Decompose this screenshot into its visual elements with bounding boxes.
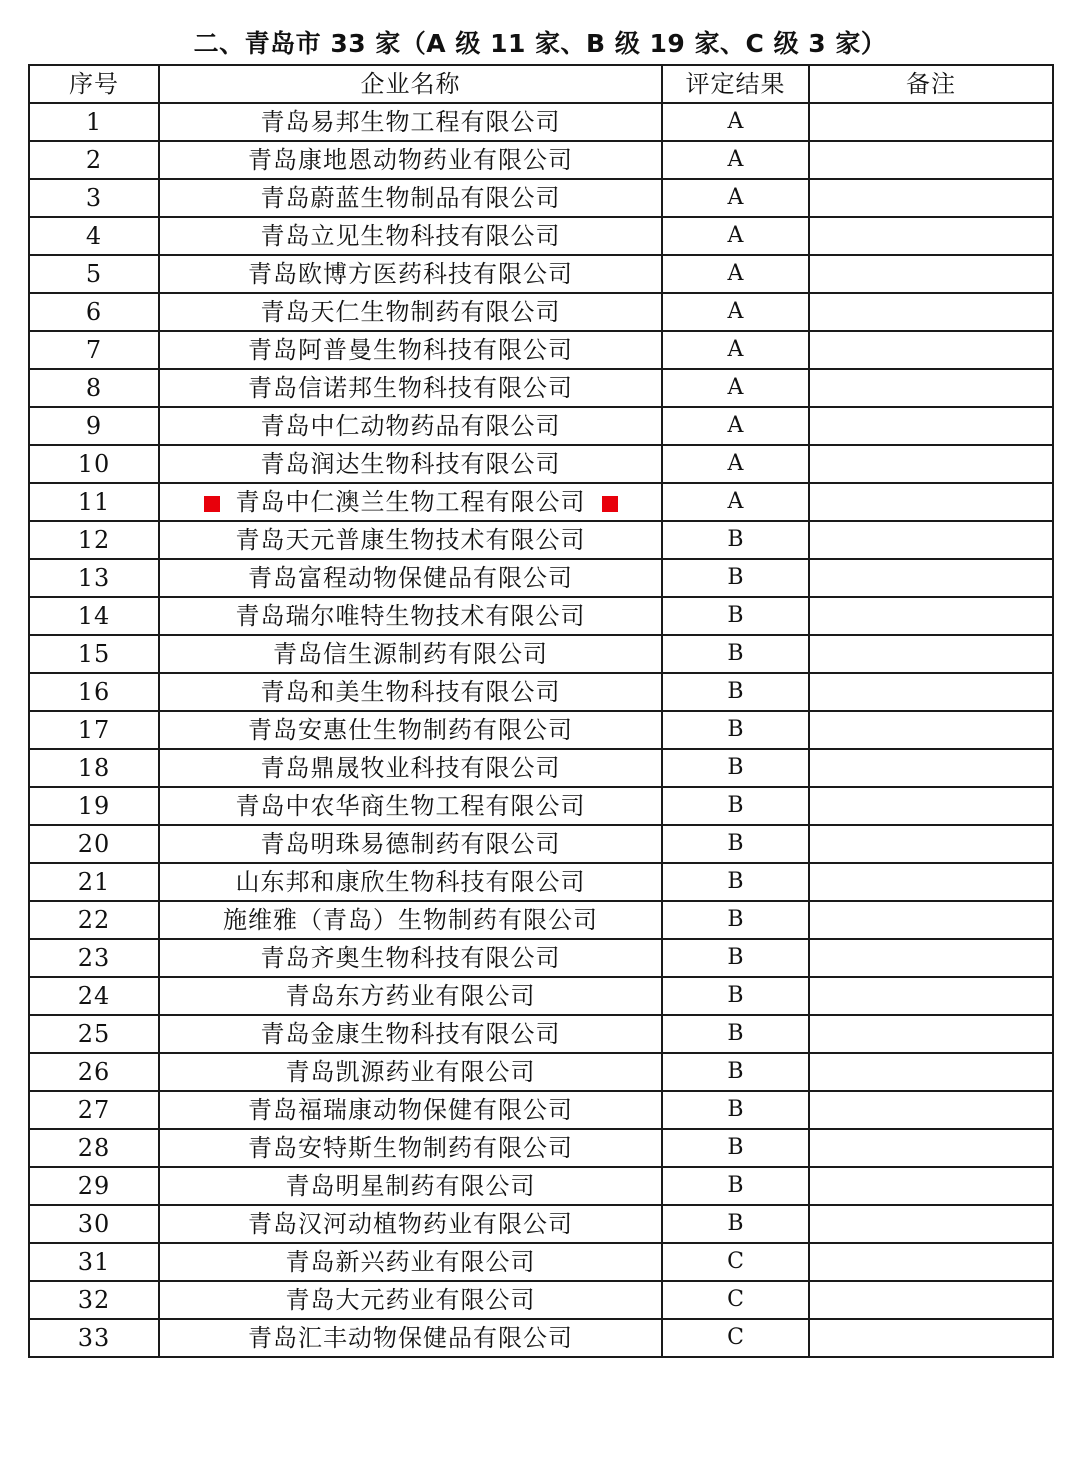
- row-enterprise-name: 青岛汇丰动物保健品有限公司: [248, 1324, 573, 1352]
- table-header-row: [29, 65, 1053, 103]
- table-row: [29, 901, 1053, 939]
- row-index: 12: [29, 521, 159, 559]
- header-result: 评定结果: [662, 65, 809, 103]
- row-index: 13: [29, 559, 159, 597]
- row-enterprise-name-cell: [159, 1167, 662, 1205]
- row-note: [809, 711, 1053, 749]
- table-row: [29, 293, 1053, 331]
- row-enterprise-name: 青岛信诺邦生物科技有限公司: [248, 374, 573, 402]
- row-rating-result: B: [662, 901, 809, 939]
- table-row: [29, 749, 1053, 787]
- row-index: 25: [29, 1015, 159, 1053]
- row-rating-result: B: [662, 597, 809, 635]
- row-rating-result: C: [662, 1319, 809, 1357]
- row-note: [809, 825, 1053, 863]
- row-note: [809, 939, 1053, 977]
- row-rating-result: B: [662, 1167, 809, 1205]
- row-rating-result: B: [662, 1015, 809, 1053]
- row-index: 14: [29, 597, 159, 635]
- red-square-marker-icon: [602, 496, 618, 512]
- row-index: 32: [29, 1281, 159, 1319]
- row-note: [809, 103, 1053, 141]
- row-index: 28: [29, 1129, 159, 1167]
- table-row: [29, 1243, 1053, 1281]
- row-rating-result: B: [662, 787, 809, 825]
- row-note: [809, 331, 1053, 369]
- row-index: 31: [29, 1243, 159, 1281]
- row-enterprise-name-cell: [159, 939, 662, 977]
- row-index: 24: [29, 977, 159, 1015]
- row-index: 3: [29, 179, 159, 217]
- row-enterprise-name-cell: [159, 1319, 662, 1357]
- row-note: [809, 1205, 1053, 1243]
- row-note: [809, 597, 1053, 635]
- row-enterprise-name-cell: [159, 141, 662, 179]
- row-enterprise-name: 青岛汉河动植物药业有限公司: [248, 1210, 573, 1238]
- header-note: 备注: [809, 65, 1053, 103]
- row-rating-result: B: [662, 673, 809, 711]
- table-row: [29, 1015, 1053, 1053]
- row-index: 1: [29, 103, 159, 141]
- row-index: 33: [29, 1319, 159, 1357]
- table-row: [29, 369, 1053, 407]
- row-note: [809, 977, 1053, 1015]
- row-enterprise-name-cell: [159, 331, 662, 369]
- page-title: 二、青岛市 33 家（A 级 11 家、B 级 19 家、C 级 3 家）: [193, 29, 887, 58]
- row-note: [809, 1319, 1053, 1357]
- table-row: [29, 1091, 1053, 1129]
- row-note: [809, 369, 1053, 407]
- row-note: [809, 1091, 1053, 1129]
- table-row: [29, 445, 1053, 483]
- table-row: [29, 711, 1053, 749]
- row-note: [809, 1015, 1053, 1053]
- row-index: 10: [29, 445, 159, 483]
- row-enterprise-name: 青岛齐奥生物科技有限公司: [260, 944, 561, 972]
- row-enterprise-name: 青岛立见生物科技有限公司: [260, 222, 561, 250]
- row-note: [809, 1243, 1053, 1281]
- row-enterprise-name-cell: [159, 445, 662, 483]
- row-note: [809, 217, 1053, 255]
- row-rating-result: B: [662, 825, 809, 863]
- row-index: 19: [29, 787, 159, 825]
- row-rating-result: A: [662, 217, 809, 255]
- row-note: [809, 407, 1053, 445]
- row-rating-result: A: [662, 369, 809, 407]
- row-note: [809, 293, 1053, 331]
- row-enterprise-name: 青岛明星制药有限公司: [285, 1172, 536, 1200]
- row-note: [809, 673, 1053, 711]
- table-row: [29, 331, 1053, 369]
- row-enterprise-name-cell: [159, 1243, 662, 1281]
- table-row: [29, 597, 1053, 635]
- row-enterprise-name: 施维雅（青岛）生物制药有限公司: [223, 906, 598, 934]
- row-note: [809, 863, 1053, 901]
- row-enterprise-name-cell: [159, 255, 662, 293]
- row-index: 29: [29, 1167, 159, 1205]
- row-rating-result: B: [662, 749, 809, 787]
- row-note: [809, 787, 1053, 825]
- table-row: [29, 1319, 1053, 1357]
- row-note: [809, 483, 1053, 521]
- row-enterprise-name: 青岛欧博方医药科技有限公司: [248, 260, 573, 288]
- row-enterprise-name-cell: [159, 103, 662, 141]
- row-enterprise-name: 青岛康地恩动物药业有限公司: [248, 146, 573, 174]
- table-row: [29, 1281, 1053, 1319]
- row-enterprise-name: 青岛润达生物科技有限公司: [260, 450, 561, 478]
- row-enterprise-name: 青岛和美生物科技有限公司: [260, 678, 561, 706]
- row-note: [809, 1129, 1053, 1167]
- table-row: [29, 863, 1053, 901]
- row-enterprise-name: 青岛福瑞康动物保健有限公司: [248, 1096, 573, 1124]
- row-note: [809, 559, 1053, 597]
- row-enterprise-name: 青岛安特斯生物制药有限公司: [248, 1134, 573, 1162]
- row-enterprise-name: 青岛中仁动物药品有限公司: [260, 412, 561, 440]
- row-rating-result: B: [662, 1091, 809, 1129]
- enterprise-rating-table: [28, 64, 1054, 1358]
- row-enterprise-name-cell: [159, 483, 662, 521]
- row-enterprise-name: 青岛凯源药业有限公司: [285, 1058, 536, 1086]
- row-enterprise-name: 青岛东方药业有限公司: [285, 982, 536, 1010]
- row-note: [809, 1167, 1053, 1205]
- row-rating-result: A: [662, 293, 809, 331]
- row-enterprise-name: 青岛中仁澳兰生物工程有限公司: [235, 488, 586, 516]
- row-enterprise-name-cell: [159, 1091, 662, 1129]
- row-enterprise-name-cell: [159, 179, 662, 217]
- table-row: [29, 179, 1053, 217]
- row-rating-result: C: [662, 1281, 809, 1319]
- row-rating-result: A: [662, 103, 809, 141]
- table-row: [29, 103, 1053, 141]
- row-index: 21: [29, 863, 159, 901]
- row-enterprise-name-cell: [159, 787, 662, 825]
- row-rating-result: B: [662, 863, 809, 901]
- row-enterprise-name-cell: [159, 1053, 662, 1091]
- table-row: [29, 217, 1053, 255]
- row-enterprise-name: 青岛瑞尔唯特生物技术有限公司: [235, 602, 586, 630]
- row-index: 11: [29, 483, 159, 521]
- row-enterprise-name-cell: [159, 369, 662, 407]
- row-enterprise-name: 青岛蔚蓝生物制品有限公司: [260, 184, 561, 212]
- row-note: [809, 1281, 1053, 1319]
- table-row: [29, 407, 1053, 445]
- row-index: 9: [29, 407, 159, 445]
- table-row: [29, 255, 1053, 293]
- row-enterprise-name-cell: [159, 407, 662, 445]
- row-rating-result: B: [662, 1053, 809, 1091]
- row-enterprise-name-cell: [159, 863, 662, 901]
- row-index: 18: [29, 749, 159, 787]
- row-enterprise-name: 青岛天仁生物制药有限公司: [260, 298, 561, 326]
- row-index: 5: [29, 255, 159, 293]
- row-index: 8: [29, 369, 159, 407]
- row-enterprise-name: 青岛信生源制药有限公司: [273, 640, 548, 668]
- table-row: [29, 141, 1053, 179]
- row-index: 27: [29, 1091, 159, 1129]
- row-index: 15: [29, 635, 159, 673]
- row-enterprise-name: 青岛易邦生物工程有限公司: [260, 108, 561, 136]
- row-enterprise-name-cell: [159, 635, 662, 673]
- row-enterprise-name-cell: [159, 977, 662, 1015]
- row-rating-result: A: [662, 141, 809, 179]
- table-body: [29, 103, 1053, 1357]
- row-rating-result: A: [662, 445, 809, 483]
- row-enterprise-name-cell: [159, 673, 662, 711]
- row-index: 17: [29, 711, 159, 749]
- row-rating-result: B: [662, 939, 809, 977]
- row-enterprise-name-cell: [159, 217, 662, 255]
- row-rating-result: B: [662, 1205, 809, 1243]
- row-index: 23: [29, 939, 159, 977]
- row-note: [809, 179, 1053, 217]
- row-note: [809, 521, 1053, 559]
- table-row: [29, 1205, 1053, 1243]
- row-enterprise-name: 青岛金康生物科技有限公司: [260, 1020, 561, 1048]
- table-row: [29, 559, 1053, 597]
- red-square-marker-icon: [204, 496, 220, 512]
- table-row: [29, 1167, 1053, 1205]
- table-row: [29, 635, 1053, 673]
- row-enterprise-name: 青岛天元普康生物技术有限公司: [235, 526, 586, 554]
- row-rating-result: A: [662, 179, 809, 217]
- row-note: [809, 1053, 1053, 1091]
- row-enterprise-name-cell: [159, 1129, 662, 1167]
- row-note: [809, 445, 1053, 483]
- row-rating-result: B: [662, 521, 809, 559]
- row-rating-result: B: [662, 711, 809, 749]
- row-enterprise-name: 青岛新兴药业有限公司: [285, 1248, 536, 1276]
- row-enterprise-name-cell: [159, 559, 662, 597]
- row-index: 6: [29, 293, 159, 331]
- table-row: [29, 787, 1053, 825]
- header-name: 企业名称: [159, 65, 662, 103]
- row-enterprise-name: 青岛安惠仕生物制药有限公司: [248, 716, 573, 744]
- row-enterprise-name-cell: [159, 1015, 662, 1053]
- row-enterprise-name: 青岛明珠易德制药有限公司: [260, 830, 561, 858]
- row-enterprise-name-cell: [159, 711, 662, 749]
- row-rating-result: A: [662, 255, 809, 293]
- table-row: [29, 483, 1053, 521]
- table-row: [29, 977, 1053, 1015]
- row-rating-result: B: [662, 559, 809, 597]
- row-enterprise-name-cell: [159, 901, 662, 939]
- row-rating-result: C: [662, 1243, 809, 1281]
- row-enterprise-name: 青岛中农华商生物工程有限公司: [235, 792, 586, 820]
- row-note: [809, 141, 1053, 179]
- table-row: [29, 939, 1053, 977]
- row-rating-result: A: [662, 407, 809, 445]
- row-enterprise-name-cell: [159, 1205, 662, 1243]
- row-index: 26: [29, 1053, 159, 1091]
- row-index: 30: [29, 1205, 159, 1243]
- table-row: [29, 673, 1053, 711]
- row-rating-result: A: [662, 483, 809, 521]
- row-index: 16: [29, 673, 159, 711]
- header-index: 序号: [29, 65, 159, 103]
- row-enterprise-name-cell: [159, 825, 662, 863]
- row-rating-result: B: [662, 977, 809, 1015]
- table-row: [29, 1129, 1053, 1167]
- row-index: 2: [29, 141, 159, 179]
- row-index: 7: [29, 331, 159, 369]
- row-enterprise-name: 青岛鼎晟牧业科技有限公司: [260, 754, 561, 782]
- row-rating-result: B: [662, 1129, 809, 1167]
- table-row: [29, 521, 1053, 559]
- row-enterprise-name: 青岛富程动物保健品有限公司: [248, 564, 573, 592]
- table-row: [29, 825, 1053, 863]
- row-enterprise-name-cell: [159, 749, 662, 787]
- row-note: [809, 901, 1053, 939]
- row-enterprise-name-cell: [159, 293, 662, 331]
- row-enterprise-name-cell: [159, 521, 662, 559]
- row-index: 22: [29, 901, 159, 939]
- row-index: 4: [29, 217, 159, 255]
- row-enterprise-name: 山东邦和康欣生物科技有限公司: [235, 868, 586, 896]
- row-enterprise-name-cell: [159, 1281, 662, 1319]
- row-index: 20: [29, 825, 159, 863]
- row-rating-result: B: [662, 635, 809, 673]
- row-note: [809, 749, 1053, 787]
- table-row: [29, 1053, 1053, 1091]
- row-note: [809, 255, 1053, 293]
- row-enterprise-name: 青岛阿普曼生物科技有限公司: [248, 336, 573, 364]
- row-enterprise-name-cell: [159, 597, 662, 635]
- row-note: [809, 635, 1053, 673]
- row-enterprise-name: 青岛大元药业有限公司: [285, 1286, 536, 1314]
- row-rating-result: A: [662, 331, 809, 369]
